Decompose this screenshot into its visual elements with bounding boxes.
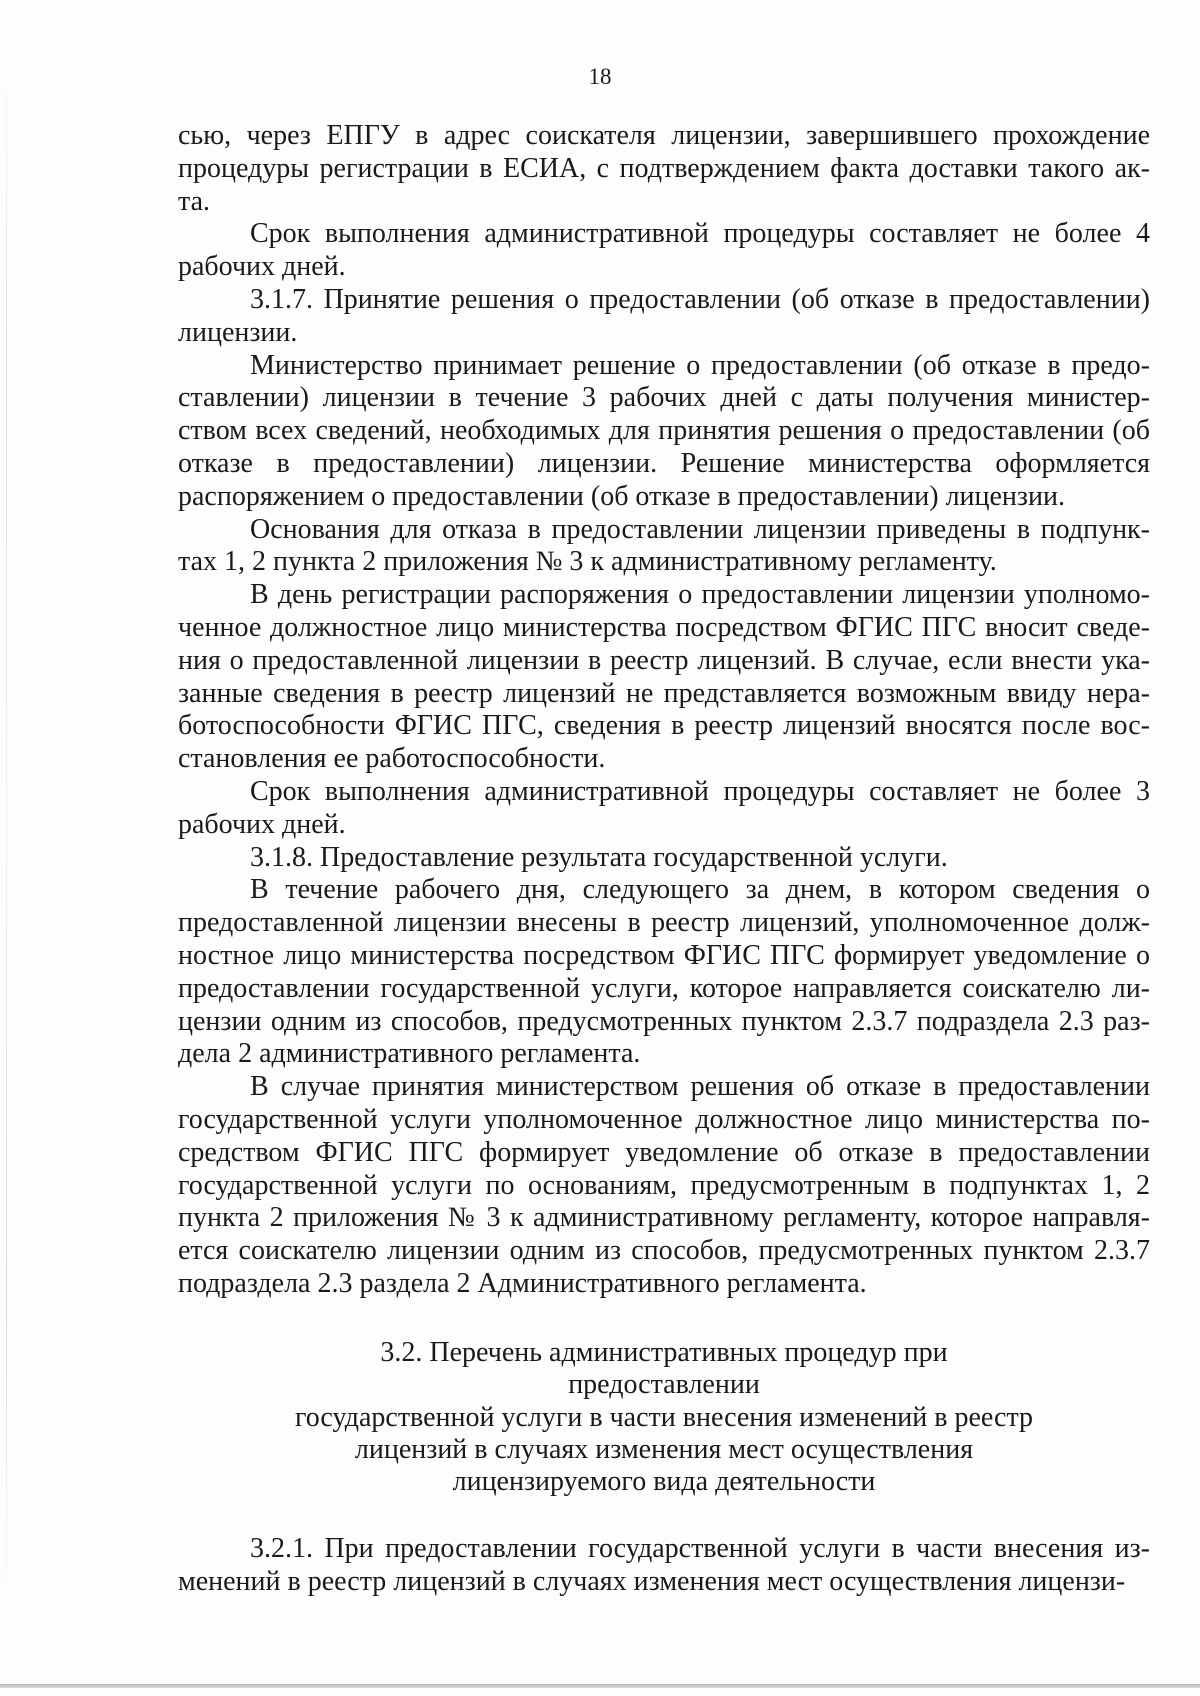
section-3-2-heading: [284, 1337, 1044, 1499]
heading-line-4: лицензируемого вида деятельности: [452, 1466, 876, 1498]
paragraph-1: сью, через ЕПГУ в адрес соискателя лицензии, завершившего прохождение процедуры регистрации в ЕСИА, с подтверждением факта доставки такого ак-та.: [178, 120, 1150, 217]
heading-line-3: лицензий в случаях изменения мест осуществления: [354, 1433, 974, 1465]
paragraph-4: Министерство принимает решение о предоставлении (об отказе в предо-ставлении) лицензии в течение 3 рабочих дней с даты получения министер-ством всех сведений, необходимых для принятия решения о предоставлении (об отказе в предоставлении) лицензии. Решение министерства оформляется распоряжением о предоставлении (об отказе в предоставлении) лицензии.: [178, 349, 1150, 512]
document-body: [178, 120, 1150, 1598]
paragraph-5: Основания для отказа в предоставлении лицензии приведены в подпунк-тах 1, 2 пункта 2 приложения № 3 к административному регламенту.: [178, 513, 1150, 578]
paragraph-2: Срок выполнения административной процедуры составляет не более 4 рабочих дней.: [178, 218, 1150, 283]
paragraph-6: В день регистрации распоряжения о предоставлении лицензии уполномо-ченное должностное лицо министерства посредством ФГИС ПГС вносит сведе-ния о предоставленной лицензии в реестр лицензий. В случае, если внести ука-занные сведения в реестр лицензий не представляется возможным ввиду нера-ботоспособности ФГИС ПГС, сведения в реестр лицензий вносятся после вос-становления ее работоспособности.: [178, 579, 1150, 775]
heading-line-2: государственной услуги в части внесения изменений в реестр: [294, 1401, 1034, 1433]
heading-line-1: 3.2. Перечень административных процедур при предоставлении: [380, 1336, 948, 1401]
paragraph-7: Срок выполнения административной процедуры составляет не более 3 рабочих дней.: [178, 775, 1150, 840]
scan-edge-left: [6, 40, 7, 1620]
paragraph-9: В течение рабочего дня, следующего за днем, в котором сведения о предоставленной лицензии внесены в реестр лицензий, уполномоченное долж-ностное лицо министерства посредством ФГИС ПГС формирует уведомление о предоставлении государственной услуги, которое направляется соискателю ли-цензии одним из способов, предусмотренных пунктом 2.3.7 подраздела 2.3 раз-дела 2 административного регламента.: [178, 874, 1150, 1070]
scan-edge-bottom: [0, 1684, 1200, 1688]
paragraph-10: В случае принятия министерством решения об отказе в предоставлении государственной услуги уполномоченное должностное лицо министерства по-средством ФГИС ПГС формирует уведомление об отказе в предоставлении государственной услуги по основаниям, предусмотренным в подпунктах 1, 2 пункта 2 приложения № 3 к административному регламенту, которое направля-ется соискателю лицензии одним из способов, предусмотренных пунктом 2.3.7 подраздела 2.3 раздела 2 Административного регламента.: [178, 1071, 1150, 1299]
section-3-1-8-title: 3.1.8. Предоставление результата государственной услуги.: [250, 841, 948, 873]
page-number: 18: [588, 64, 612, 89]
section-3-2-1-paragraph: 3.2.1. При предоставлении государственной услуги в части внесения из-менений в реестр лицензий в случаях изменения мест осуществления лицензи-: [178, 1532, 1150, 1597]
section-3-1-7-title: 3.1.7. Принятие решения о предоставлении (об отказе в предоставлении) лицензии.: [178, 283, 1150, 348]
